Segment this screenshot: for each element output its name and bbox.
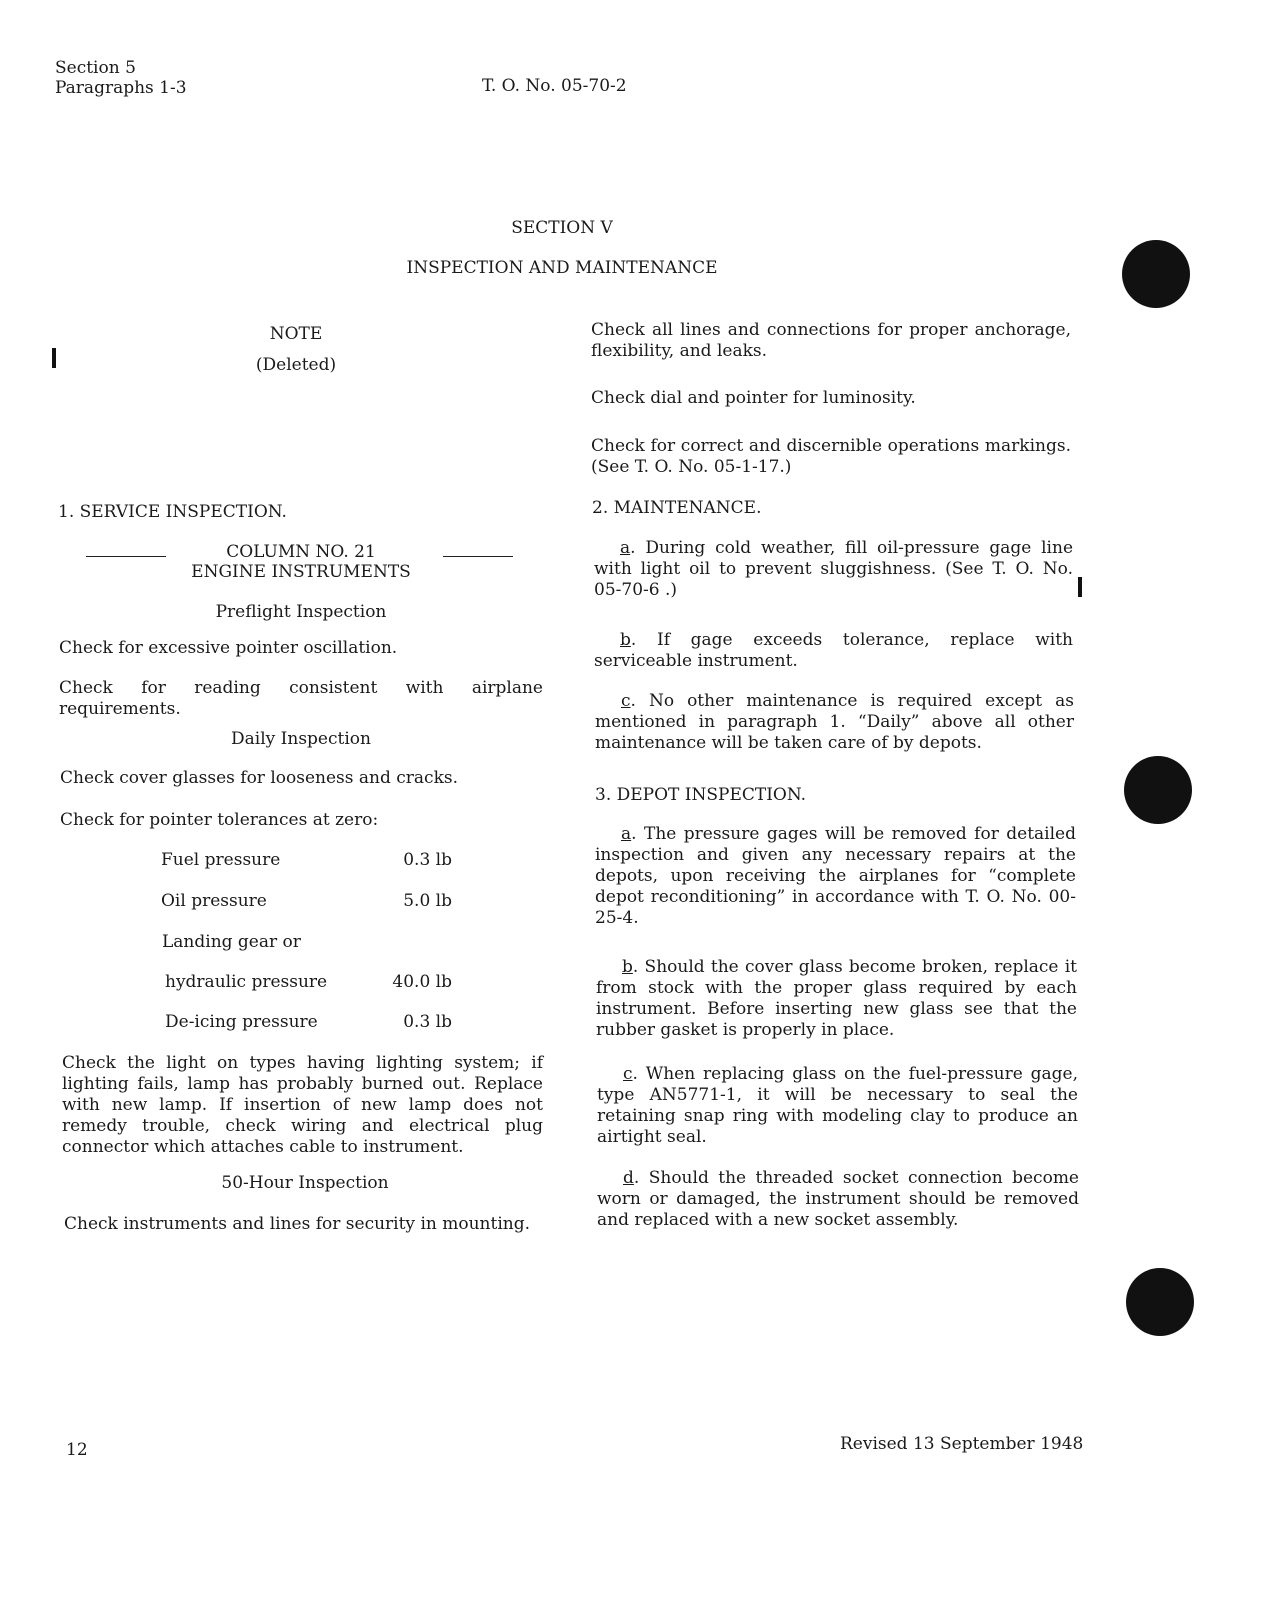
column-number: COLUMN NO. 21 (226, 542, 376, 562)
tolerance-value: 40.0 lb (392, 972, 452, 992)
section-title: SECTION V (511, 218, 613, 238)
change-bar-left (52, 348, 56, 368)
dial-paragraph: Check dial and pointer for luminosity. (591, 388, 916, 408)
daily-heading: Daily Inspection (231, 729, 371, 749)
item-letter: b (620, 630, 631, 650)
preflight-heading: Preflight Inspection (215, 602, 387, 622)
item-text: . No other maintenance is required except as mentioned in paragraph 1. “Daily” above all other maintenance will be taken care of by depots. (595, 691, 1074, 753)
maintenance-item-c (595, 691, 1074, 754)
column-title: ENGINE INSTRUMENTS (191, 562, 411, 582)
tolerance-label: Oil pressure (161, 891, 267, 911)
tolerance-row (164, 972, 464, 994)
item-text: . When replacing glass on the fuel-pressure gage, type AN5771-1, it will be necessary to seal the retaining snap ring with modeling clay to produce an airtight seal. (597, 1064, 1078, 1147)
depot-item-c (597, 1064, 1078, 1148)
header-to-number: T. O. No. 05-70-2 (482, 76, 627, 96)
header-section: Section 5 (55, 58, 136, 78)
item-text: . Should the cover glass become broken, replace it from stock with the proper glass required by each instrument. Before inserting new glass see that the rubber gasket is properly in place. (596, 957, 1077, 1040)
rule-left (86, 556, 166, 557)
maintenance-item-a (594, 538, 1073, 601)
binder-hole-middle (1124, 756, 1192, 824)
item-letter: c (621, 691, 631, 711)
tolerance-value: 0.3 lb (403, 1012, 452, 1032)
item-letter: d (623, 1168, 634, 1188)
tolerance-label: hydraulic pressure (165, 972, 328, 992)
binder-hole-top (1122, 240, 1190, 308)
depot-item-a (595, 824, 1076, 929)
tolerance-value: 0.3 lb (403, 850, 452, 870)
item-text: . The pressure gages will be removed for detailed inspection and given any necessary repairs at the depots, upon receiving the airplanes for “complete depot reconditioning” in accordance with T. O. No. 00-25-4. (595, 824, 1076, 928)
binder-hole-bottom (1126, 1268, 1194, 1336)
note-text: (Deleted) (255, 355, 337, 375)
preflight-item-2: Check for reading consistent with airplane requirements. (59, 678, 543, 719)
depot-item-b (596, 957, 1077, 1041)
note-label: NOTE (269, 324, 323, 344)
page-number: 12 (66, 1440, 88, 1460)
daily-item-1: Check cover glasses for looseness and cracks. (60, 768, 458, 788)
tolerance-row (164, 1012, 464, 1034)
depot-inspection-heading: 3. DEPOT INSPECTION. (595, 785, 807, 805)
maintenance-item-b (594, 630, 1073, 672)
tolerance-value: 5.0 lb (403, 891, 452, 911)
item-text: . If gage exceeds tolerance, replace with serviceable instrument. (594, 630, 1073, 671)
item-letter: c (623, 1064, 633, 1084)
tolerance-row (161, 891, 464, 913)
section-heading: INSPECTION AND MAINTENANCE (406, 258, 718, 278)
item-letter: a (621, 824, 632, 844)
fifty-hour-heading: 50-Hour Inspection (221, 1173, 389, 1193)
tolerance-label: Fuel pressure (161, 850, 281, 870)
revised-date: Revised 13 September 1948 (840, 1434, 1084, 1454)
fifty-hour-item-1: Check instruments and lines for security in mounting. (64, 1214, 530, 1234)
service-inspection-heading: 1. SERVICE INSPECTION. (58, 502, 287, 522)
depot-item-d (597, 1168, 1079, 1231)
lines-paragraph: Check all lines and connections for proper anchorage, flexibility, and leaks. (591, 320, 1071, 361)
item-letter: a (620, 538, 631, 558)
tolerance-row (161, 850, 464, 872)
tolerance-row (164, 932, 464, 954)
tolerance-label: De-icing pressure (165, 1012, 318, 1032)
maintenance-heading: 2. MAINTENANCE. (592, 498, 762, 518)
change-bar-right (1078, 577, 1082, 597)
rule-right (443, 556, 513, 557)
item-text: . During cold weather, fill oil-pressure gage line with light oil to prevent sluggishness. (See T. O. No. 05-70-6 .) (594, 538, 1073, 600)
markings-paragraph: Check for correct and discernible operations markings. (See T. O. No. 05-1-17.) (591, 436, 1071, 477)
item-text: . Should the threaded socket connection become worn or damaged, the instrument should be removed and replaced with a new socket assembly. (597, 1168, 1079, 1230)
header-paragraphs: Paragraphs 1-3 (55, 78, 187, 98)
preflight-item-1: Check for excessive pointer oscillation. (59, 638, 398, 658)
lighting-paragraph: Check the light on types having lighting system; if lighting fails, lamp has probably burned out. Replace with new lamp. If insertion of new lamp does not remedy trouble, check wiring and electrical plug connector which attaches cable to instrument. (62, 1053, 543, 1157)
daily-item-2: Check for pointer tolerances at zero: (60, 810, 379, 830)
tolerance-label: Landing gear or (162, 932, 301, 952)
item-letter: b (622, 957, 633, 977)
